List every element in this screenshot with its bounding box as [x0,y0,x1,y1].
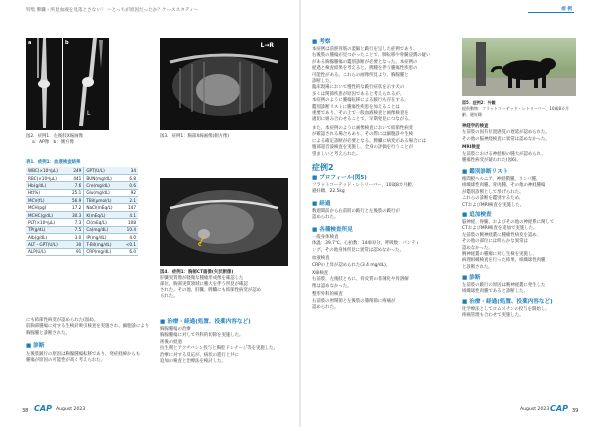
blood-table-row [26,241,138,248]
blood-table-value: 249 [67,167,84,174]
text-line: 腕神経叢の腫瘤に対し生検を実施し、 [462,252,537,258]
neuro-exam-subheading: 神経学的検査 [462,124,489,129]
marker-l: L [87,110,91,117]
differential-heading: ■ 鑑別診断リスト [462,169,509,175]
col4-body [462,124,578,164]
blood-table-value: 4.0 [121,234,138,241]
blood-table-value: 92 [121,189,138,196]
text-line: 認めなかった。 [462,245,493,251]
text-line: 本症例のように腫瘍転移による跛行も存在する。 [312,98,409,104]
blood-table-label: GPT(U/L) [84,167,121,174]
profile-body [312,183,444,196]
orientation-overlay: L→R [260,42,274,49]
text-line: が鑑別診断として挙げられた。 [462,189,524,195]
leg-bone-lateral-image [63,38,109,130]
col4-line: 化学療法としてロムスチンの投与を開始し、 [462,307,550,312]
exam-line: ング、その他身体所見に異常は認めなかった。 [312,247,404,253]
text-line: これらの診断を鑑別するため、 [462,196,524,202]
col4-line: 疼痛管理も合わせて実施した。 [462,313,524,319]
blood-table-label: TBil(μmol/L) [84,197,121,204]
blood-table-label: ALP(U/L) [26,248,67,255]
treatment-subheading: 胸腺腫瘍の治療 [160,327,191,332]
blood-table-label: CRP(mg/dL) [84,248,121,255]
blood-table-value: 30.3 [67,211,84,218]
blood-table-label: Ht(%) [26,189,67,196]
mri-subheading: MRI検査 [462,145,481,151]
blood-table-label: WBC(×10²/μL) [26,167,67,174]
blood-table-label: TP(g/dL) [26,226,67,233]
text-line: 右後肢の腫瘍が見つかったことで、肺転移や骨髄浸潤の疑い [312,53,431,59]
blood-table-label: T-Bil(mg/dL) [84,241,121,248]
exam-subheading: 血液検査 [312,256,330,262]
text-line: 診断した。 [312,79,334,85]
chest-xray-panel [160,38,288,130]
diagnosis2-body [462,283,578,296]
col4-line: 組織球性肉腫であると診断した。 [462,289,528,295]
blood-table-label: IP(mg/dL) [84,234,121,241]
consideration-heading: ■ 考察 [312,39,331,45]
figure4-caption-line4: られた。 [160,294,178,299]
blood-table-value: 0.6 [121,182,138,189]
profile-line: 避妊雌、22.5kg [312,189,345,195]
blood-table-row [26,167,138,174]
exam-subheading: X線検査 [312,271,329,277]
figure3-caption: 図3．症例1：胸部X線画像(側方像) [160,134,230,139]
blood-table-label: BUN(mg/dL) [84,174,121,181]
consideration-body-2 [312,126,444,158]
chest-xray-image [160,38,288,130]
blood-table-value: 147 [121,204,138,211]
col1-line: にも結節性病変が認められた(図4)。 [26,318,99,323]
dog-image [462,38,576,96]
blood-table-value: 441 [67,174,84,181]
blood-table-value: 7.6 [67,182,84,189]
blood-table-label: MCHC(g/dL) [26,211,67,218]
text-line: と診断された。 [462,264,493,270]
col4-line: その他の脳神経検査に異常は認めなかった。 [462,136,550,142]
treatment-heading: ■ 治療・経過(処置、投薬内容など) [160,319,251,325]
section-label-box [528,5,574,13]
exam-line: 像は認めなかった。 [312,283,352,289]
figure4-caption-line2: 部位。胸部実質領域に腫大を伴う所見が確認 [160,282,248,287]
text-line: がある胸腺腫瘍の鑑別診断が必要となった。本症例の [312,59,418,65]
figure2-caption [26,134,116,146]
text-line: 重要であり、その上で一般血液検査と画像検査を [312,111,409,117]
blood-table-label: RBC(×10⁴/μL) [26,174,67,181]
text-line: 臨床現場において慢性的な跛行症状を示す犬の [312,85,405,91]
running-header: 特集 脾臓・所見血液を見落とさない！ ～とっちが原因だったか？ケーススタディ～ [26,8,199,13]
table1-caption: 表1．症例1：血液検査結果 [26,160,81,165]
blood-table-value: 2.1 [121,197,138,204]
col1-line: 前胸部腫瘍に対する生検針吸引検査を実施され、細胞診により [26,324,150,330]
case2-heading: 症例2 [312,163,334,172]
text-line: による確定診断が必要となる。脾臓に病変がある場合には [312,138,427,144]
col1-body [26,318,154,337]
diagnosis-heading: ■ 診断 [26,343,45,349]
blood-table-label: NaCl(mEq/L) [84,204,121,211]
blood-table-row [26,204,138,211]
text-line: 組織球性肉腫、骨肉腫、その他の神経腫瘍 [462,183,546,189]
text-line: 適切に組み合わせることで、早期発見につながる。 [312,117,413,123]
text-line: 望ましいと考えられた。 [312,151,361,157]
blood-table-label: MCV(fL) [26,197,67,204]
text-line: 病理組織検査を行った結果、組織球性肉腫 [462,258,546,264]
blood-table-value: 6.8 [121,174,138,181]
blood-table-label: MCH(pg) [26,204,67,211]
blood-table-label: Alb(g/dL) [26,234,67,241]
blood-table-value: 3.0 [67,234,84,241]
treatment-line: 追加の検査と治療法を検討した。 [160,359,226,365]
figure4-caption-line3: された。その他、肝臓、脾臓にも結節性病変が認め [160,288,261,293]
chest-ct-image [160,178,288,266]
xray-lateral-panel [63,38,109,130]
exam-line: 認められた。 [312,305,339,311]
blood-table-row [26,248,138,255]
xray-ap-panel [26,38,62,130]
differential-body [462,177,578,209]
exam-subheading: 整形外科的検査 [312,292,343,298]
blood-table-row [26,211,138,218]
blood-table-row [26,234,138,241]
blood-table-value: 91 [67,248,84,255]
diagnosis-line: 腫瘍が原因の可能性が高く考えられた。 [26,358,106,364]
exam-line: 体温：39.7℃、心拍数：144回/分、呼吸数：パンティ [312,241,420,247]
profile-heading: ■ プロフィール(図5) [312,175,367,181]
history-body [312,209,444,222]
figure4-caption-line1: 肝臓実質像が軽微な腫瘤形成像を確認した [160,276,244,281]
additional-exam-heading: ■ 追加検査 [462,212,492,218]
text-line: 経過と検査結果を考えると、脾腫を伴う腫瘍性疾患の [312,66,418,72]
history-line: 数週間前から右前肢の跛行と左後肢の跛行が [312,209,400,214]
text-line: 腹部超音波検査を実施し、全身の評価を行うことが [312,145,413,151]
treatment-line: 術後の経過 [160,339,182,345]
treatment2-body [462,307,578,320]
treatment-line: 抗生剤とアクチバシン投与と胸腔ドレナージ等を実施した。 [160,346,278,352]
page-number-right: 39 [572,408,579,414]
page-number-left: 38 [22,408,29,414]
exam-heading: ■ 各種検査所見 [312,227,353,233]
ct-label-c: C [198,242,202,248]
additional-exam-body [462,220,578,271]
page-gutter [299,0,301,427]
profile-line: フラットコーテッド・レトリーバー、10歳8カ月齢、 [312,183,417,188]
text-line: が確認される場合もあり、その際には細胞診や生検 [312,132,413,138]
figure5-caption [462,100,576,118]
blood-table-value: 7.5 [67,226,84,233]
blood-table-value: 56.9 [67,197,84,204]
blood-table-label: PLT(×10⁴/μL) [26,219,67,226]
treatment-line: 胸腺腫瘍に対して外科的切除を実施した。 [160,333,244,339]
figure2-caption-line2: a：AP像 b：側方像 [32,140,74,145]
footer-logo-left: CAP [34,404,52,413]
panel-a-label: a [28,40,32,46]
figure4-caption [160,270,290,300]
text-line: 左前肢の腕神経叢に腫瘤性病変を認め、 [462,232,541,238]
blood-table-value: 34 [121,167,138,174]
exam-body [312,235,444,311]
diagnosis-body [26,352,154,365]
figure5-caption-title: 図5．症例2：外観 [462,100,496,105]
section-label: 症 例 [561,7,572,12]
blood-table-label: Glu(mg/dL) [84,189,121,196]
footer-date-left: August 2023 [56,407,86,412]
col1-line: 胸腺腫と診断された。 [26,330,70,336]
blood-table-label: Cl(mEq/L) [84,219,121,226]
text-line: CTおよびMRI検査を追加で実施した。 [462,226,538,232]
blood-table-label: Ca(mg/dL) [84,226,121,233]
footer-logo-right: CAP [550,404,568,413]
blood-table-value: <0.1 [121,241,138,248]
exam-subheading: 一般身体検査 [312,235,339,240]
panel-b-label: b [65,40,69,46]
exam-line: 右前肢、左後肢ともに、骨皮質の菲薄化や骨溶解 [312,277,409,283]
diagnosis2-heading: ■ 診断 [462,275,481,281]
text-line: 椎間板ヘルニア、神経鞘腫、リンパ腫、 [462,177,541,182]
text-line: 多くは関節疾患が原因であると考えられるが、 [312,91,405,97]
exam-line: 右前肢の肘関節と左後肢の膝関節に疼痛が [312,298,396,304]
blood-table-label: Cre(mg/dL) [84,182,121,189]
text-line: 可能性がある。これらの画像所見より、胸腺腫と [312,72,409,78]
footer-date-right: August 2023 [520,407,550,412]
blood-table-row [26,189,138,196]
text-line: 脳神経、脊髄、およびその他の神経系に関して [462,220,555,225]
blood-table-value: 108 [121,219,138,226]
figure5-caption-line: 提供動物：フラットコーテッド・レトリーバー、10歳8カ月齢、避妊雌 [462,106,570,117]
blood-test-table [26,167,138,256]
leg-bone-ap-image [26,38,62,130]
col4-line: 左前肢の跛行の原因は腕神経叢に発生した [462,283,546,288]
figure2-caption-line1: 図2．症例1：左後肢X線画像 [26,134,83,139]
consideration-body [312,47,444,124]
blood-table-row [26,174,138,181]
text-line: 鑑別診断リストに腫瘍性疾患を加えることは [312,104,400,110]
blood-table-value: 30 [67,241,84,248]
blood-table-value: 6.0 [121,248,138,255]
exam-line: CRPの上昇が認められた(3.4 mg/dL)。 [312,262,391,268]
treatment2-heading: ■ 治療・経過(処置、投薬内容など) [462,299,553,305]
treatment-line: 治療に対する反応が、病状の進行と共に [160,352,240,358]
text-line: CTおよびMRI検査を実施した。 [462,202,525,208]
blood-table-row [26,197,138,204]
blood-table-value: 17.2 [67,204,84,211]
blood-table-row [26,219,138,226]
text-line: 本症例は前脛骨筋の萎縮と跛行を呈した症例であり、 [312,47,418,52]
text-line: また、本症例のように画像検査において結節性病変 [312,126,413,131]
history-heading: ■ 経過 [312,201,331,207]
blood-table-label: ALT・GPT(U/L) [26,241,67,248]
diagnosis-line: 左後肢跛行の原因は胸腺腫瘍転移であり、発症経緯からも [26,352,141,357]
col4-line: 腫瘍性病変が疑われた(図6)。 [462,158,521,164]
blood-table-value: 25.1 [67,189,84,196]
blood-table-value: 10.4 [121,226,138,233]
blood-table-label: Hb(g/dL) [26,182,67,189]
dog-photo [462,38,576,96]
col4-line: 左前肢の固有位置感覚の遅延が認められた。 [462,130,550,136]
chest-ct-panel [160,178,288,266]
blood-table-value: 7.3 [67,219,84,226]
figure4-caption-title: 図4．症例1：胸部CT画像(矢状断像) [160,270,234,275]
history-line: 認められた。 [312,215,339,221]
treatment-body [160,327,290,365]
text-line: その他の部位には明らかな異常は [462,239,528,245]
blood-table-value: 4.1 [121,211,138,218]
blood-table-row [26,182,138,189]
col4-line: 左前肢における神経根の腫大が認められ、 [462,151,546,157]
blood-table-label: K(mEq/L) [84,211,121,218]
blood-table-row [26,226,138,233]
